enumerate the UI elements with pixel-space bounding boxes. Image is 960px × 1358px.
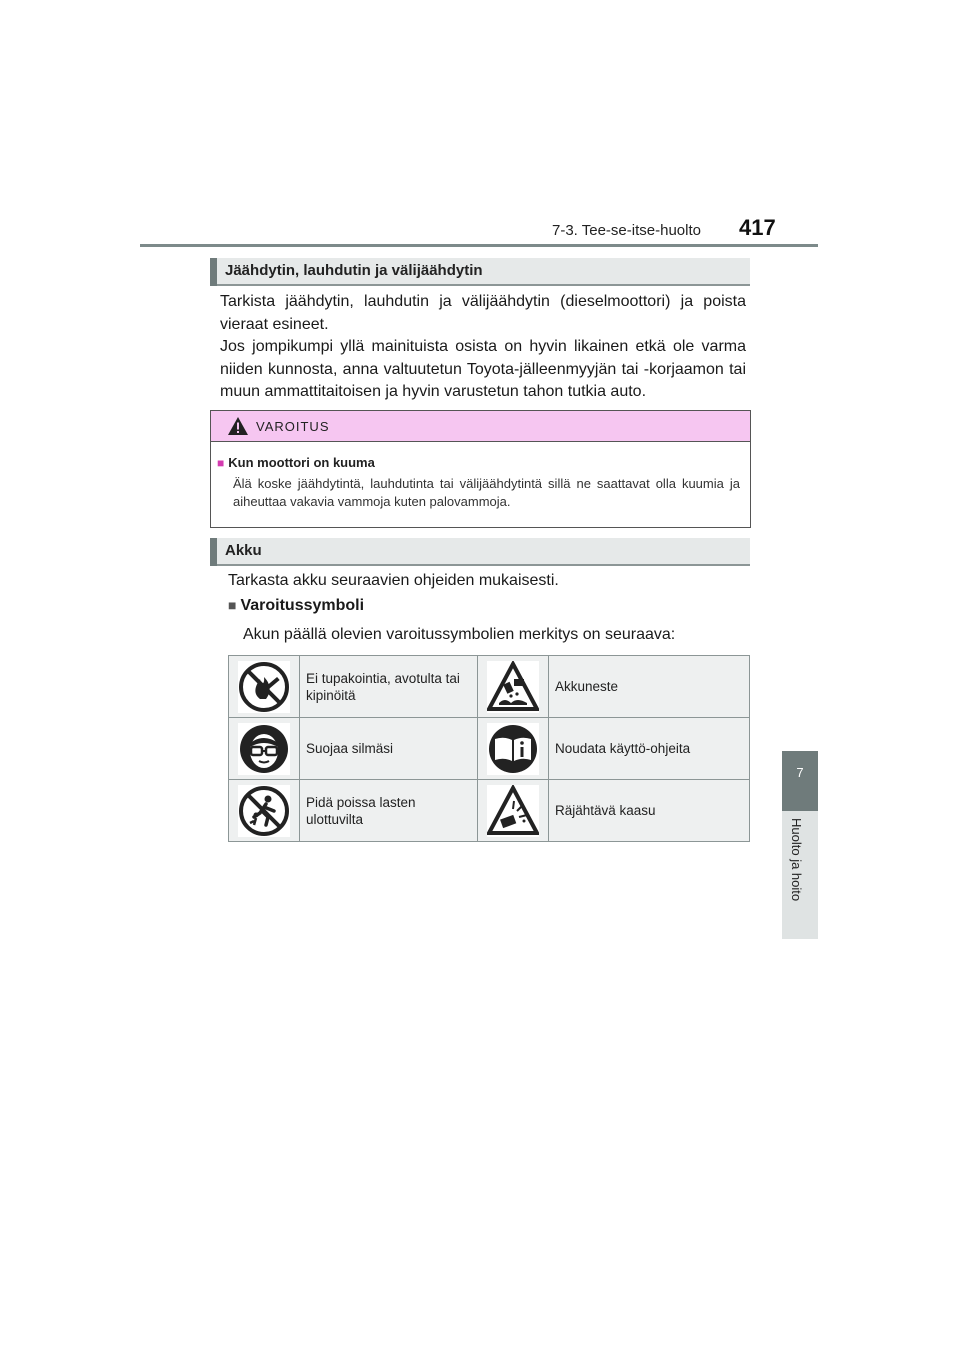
table-cell-icon [478,718,549,780]
table-cell-text: Räjähtävä kaasu [549,780,750,842]
bullet-square-icon: ■ [228,597,237,613]
bullet-square-icon: ■ [217,456,225,470]
table-cell-icon [229,656,300,718]
bullet-heading [228,597,364,615]
paragraph: Tarkista jäähdytin, lauhdutin ja välijäähdytin (dieselmoottori) ja poista vieraat esineet. [220,293,746,333]
eye-protection-icon [238,723,290,775]
table-cell-text: Pidä poissa lasten ulottuvilta [300,780,478,842]
warning-body: Älä koske jäähdytintä, lauhdutinta tai välijäähdytintä sillä ne saattavat olla kuumia ja aiheuttaa vakavia vammoja kuten palovammoja. [233,476,740,509]
table-cell-icon [229,718,300,780]
section-heading-radiator [210,258,750,286]
intro-text: Tarkasta akku seuraavien ohjeiden mukaisesti. [228,572,559,589]
battery-acid-corrosive-icon [487,661,539,713]
table-cell-icon [478,656,549,718]
heading-bar [210,258,217,286]
table-cell-text: Akkuneste [549,656,750,718]
table-cell-text: Suojaa silmäsi [300,718,478,780]
warning-triangle-icon [227,416,249,436]
table-row [229,656,750,718]
no-smoking-no-flames-icon [238,661,290,713]
table-cell-text: Ei tupakointia, avotulta tai kipinöitä [300,656,478,718]
table-row [229,718,750,780]
chapter-tab: 7 [782,751,818,811]
warning-label: VAROITUS [256,419,330,434]
chapter-label: Huolto ja hoito [789,818,804,902]
section-title: Akku [225,542,262,559]
keep-away-from-children-icon [238,785,290,837]
table-cell-icon [478,780,549,842]
page-number: 417 [739,215,776,240]
section-title: Jäähdytin, lauhdutin ja välijäähdytin [225,262,483,279]
symbols-table [228,655,750,842]
warning-subtitle [217,455,375,470]
warning-box [210,410,751,528]
section-header: 7-3. Tee-se-itse-huolto [552,222,701,239]
read-manual-icon [487,723,539,775]
table-row [229,780,750,842]
table-cell-text: Noudata käyttö-ohjeita [549,718,750,780]
warning-subtitle-text: Kun moottori on kuuma [228,455,375,470]
bullet-text: Akun päällä olevien varoitussymbolien merkitys on seuraava: [243,626,676,643]
heading-bar [210,538,217,566]
bullet-title: Varoitussymboli [240,597,365,614]
warning-header [211,411,750,442]
table-cell-icon [229,780,300,842]
section-heading-battery [210,538,750,566]
header-rule [140,244,818,247]
explosive-gas-icon [487,785,539,837]
paragraph: Jos jompikumpi yllä mainituista osista on hyvin likainen etkä ole varma niiden kunnosta, anna valtuutetun Toyota-jälleenmyyjän tai -korjaamon tai muun ammattitaitoisen ja hyvin varustetun tahon tutkia auto. [220,338,746,400]
